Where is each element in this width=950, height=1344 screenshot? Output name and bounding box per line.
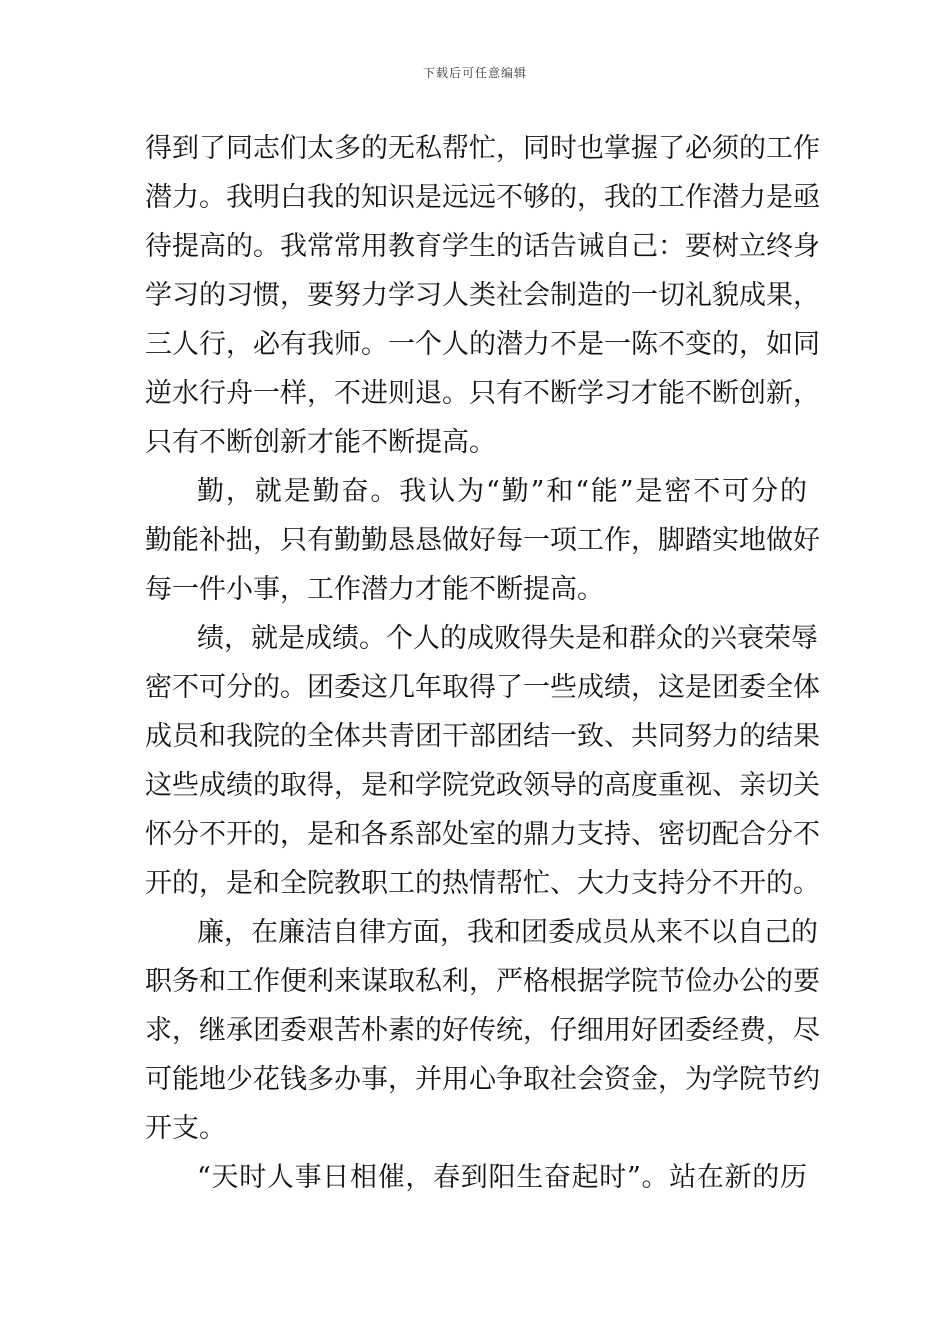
text-line: 职务和工作便利来谋取私利，严格根据学院节俭办公的要: [145, 966, 820, 997]
text-line: 三人行，必有我师。一个人的潜力不是一陈不变的，如同: [145, 329, 820, 360]
text-line: 开支。: [145, 1113, 226, 1144]
text-line: 潜力。我明白我的知识是远远不够的，我的工作潜力是亟: [145, 182, 820, 213]
text-line: 绩，就是成绩。个人的成败得失是和群众的兴衰荣辱: [197, 623, 818, 654]
document-body: [145, 124, 820, 1202]
text-line: 逆水行舟一样，不进则退。只有不断学习才能不断创新，: [145, 378, 820, 409]
text-line: 廉，在廉洁自律方面，我和团委成员从来不以自己的: [197, 917, 818, 948]
text-line: 这些成绩的取得，是和学院党政领导的高度重视、亲切关: [145, 770, 820, 801]
text-line: 密不可分的。团委这几年取得了一些成绩，这是团委全体: [145, 672, 820, 703]
text-line: 怀分不开的，是和各系部处室的鼎力支持、密切配合分不: [145, 819, 820, 850]
text-line: 学习的习惯，要努力学习人类社会制造的一切礼貌成果，: [145, 280, 820, 311]
text-line: 每一件小事，工作潜力才能不断提高。: [145, 574, 604, 605]
text-line: “天时人事日相催，春到阳生奋起时”。站在新的历: [197, 1162, 807, 1193]
text-line: 成员和我院的全体共青团干部团结一致、共同努力的结果: [145, 721, 820, 752]
text-line: 得到了同志们太多的无私帮忙，同时也掌握了必须的工作: [145, 133, 820, 164]
text-line: 勤能补拙，只有勤勤恳恳做好每一项工作，脚踏实地做好: [145, 525, 820, 556]
text-line: 只有不断创新才能不断提高。: [145, 427, 496, 458]
text-line: 待提高的。我常常用教育学生的话告诫自己：要树立终身: [145, 231, 820, 262]
text-line: 求，继承团委艰苦朴素的好传统，仔细用好团委经费，尽: [145, 1015, 820, 1046]
text-line: 勤，就是勤奋。我认为“勤”和“能”是密不可分的: [197, 476, 807, 507]
text-line: 可能地少花钱多办事，并用心争取社会资金，为学院节约: [145, 1064, 820, 1095]
text-line: 开的，是和全院教职工的热情帮忙、大力支持分不开的。: [145, 868, 820, 899]
page-header-note: 下载后可任意编辑: [422, 66, 527, 80]
